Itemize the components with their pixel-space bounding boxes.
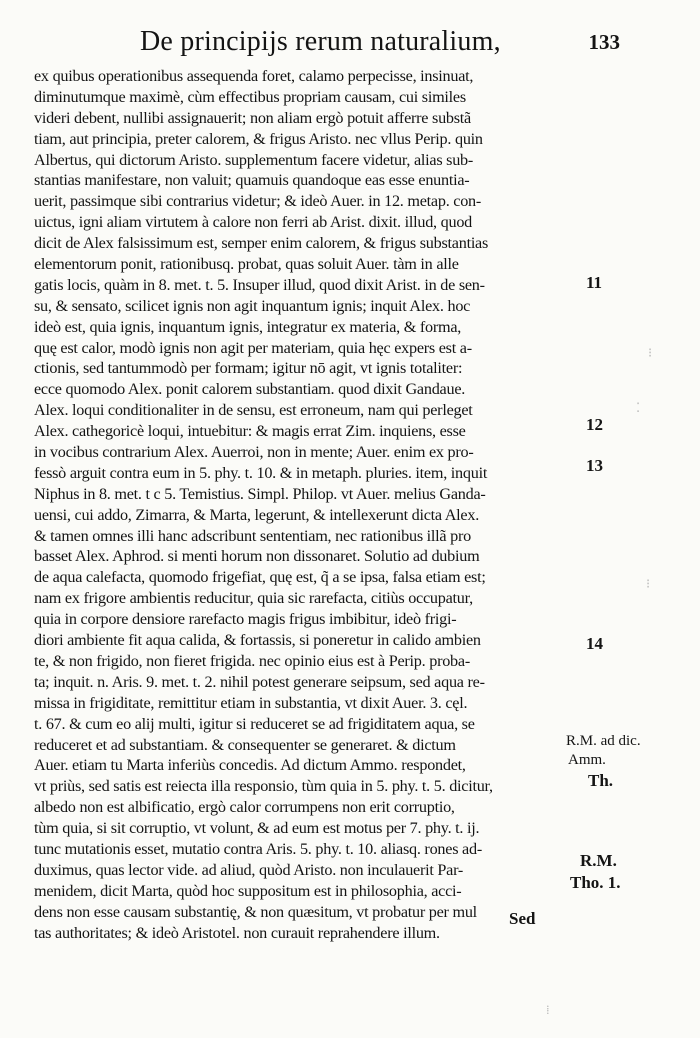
text-line: Auer. etiam tu Marta inferiùs concedis. Ad dictum Ammo. respondet, [34,756,466,775]
text-line: diori ambiente fit aqua calida, & fortassis, si poneretur in calido ambien [34,631,481,650]
text-line: quę est calor, modò ignis non agit per materiam, quia hęc expers est a- [34,338,472,357]
text-line: tunc mutationis esset, mutatio contra Aris. 5. phy. t. 10. aliasq. rones ad- [34,839,482,858]
margin-note-th: Th. [588,771,614,790]
text-line: tas authoritates; & ideò Aristotel. non curauit reprahendere illum. [34,923,440,942]
text-line: videri debent, nullibi assignauerit; non aliam ergò potuit afferre substã [34,108,471,127]
text-line: Albertus, qui dictorum Aristo. supplementum facere videtur, alias sub- [34,150,474,169]
margin-note-amm: Amm. [568,752,606,768]
catchword: Sed [509,909,536,928]
text-line: nam ex frigore ambientis reducitur, quia sic rarefacta, citiùs occupatur, [34,589,473,608]
text-line: ctionis, sed tantummodò per formam; igitur nō agit, vt ignis totaliter: [34,359,463,378]
text-line: elementorum ponit, rationibusq. probat, quas soluit Auer. tàm in alle [34,255,459,274]
text-line: uictus, igni aliam virtutem à calore non ferri ab Arist. dixit. illud, quod [34,213,473,232]
text-line: menidem, dicit Marta, quòd hoc suppositum est in philosophia, acci- [34,881,462,900]
text-line: & tamen omnes illi hanc adscribunt sententiam, nec rationibus illã pro [34,526,471,545]
text-line: fessò arguit contra eum in 5. phy. t. 10. & in metaph. pluries. item, inquit [34,463,488,482]
text-line: Niphus in 8. met. t c 5. Temistius. Simpl. Philop. vt Auer. melius Ganda- [34,484,486,503]
text-line: ideò est, quia ignis, inquantum ignis, integratur ex materia, & forma, [34,317,462,336]
margin-number-11: 11 [586,273,603,292]
text-line: reduceret et ad substantiam. & consequenter se generaret. & dictum [34,735,456,754]
text-line: duximus, quas lector vide. ad aliud, quòd Aristo. non inculauerit Par- [34,860,464,879]
text-line: de aqua calefacta, quomodo frigefiat, quę est, q̃ a se ipsa, falsa etiam est; [34,568,486,587]
text-line: basset Alex. Aphrod. si menti horum non dissonaret. Solutio ad dubium [34,547,480,566]
show-through-mark: ⁝ [646,576,651,591]
margin-number-14: 14 [586,634,603,653]
text-line: stantias manifestare, non valuit; quamuis quandoque eas esse enuntia- [34,171,470,190]
text-line: ecce quomodo Alex. ponit calorem substantiam. quod dixit Gandaue. [34,380,466,399]
text-line: tùm quia, si sit corruptio, vt volunt, & ad eum est motus per 7. phy. t. ij. [34,819,480,838]
body-text [34,66,564,943]
text-line: vt priùs, sed satis est reiecta illa responsio, tùm quia in 5. phy. t. 5. dicitur, [34,777,493,796]
text-line: quia in corpore densiore rarefacto magis frigus imbibitur, ideò frigi- [34,610,457,629]
text-line: uerit, passimque sibi contrarius videtur; & ideò Auer. in 12. metap. con- [34,192,482,211]
text-line: t. 67. & cum eo alij multi, igitur si reduceret se ad frigiditatem aqua, se [34,714,475,733]
text-line: uensi, cui addo, Zimarra, & Marta, legerunt, & intellexerunt dicta Alex. [34,505,479,524]
show-through-mark: ⁚ [636,400,641,415]
text-line: in vocibus contrarium Alex. Auerroi, non in mente; Auer. enim ex pro- [34,443,474,462]
text-line: te, & non frigido, non fieret frigida. nec opinio eius est à Perip. proba- [34,651,470,670]
margin-number-12: 12 [586,415,603,434]
show-through-mark: ⁝ [648,345,653,360]
text-line: Alex. loqui conditionaliter in de sensu, est erroneum, nam qui perleget [34,401,473,420]
text-line: Alex. cathegoricè loqui, intuebitur: & magis errat Zim. inquiens, esse [34,422,466,441]
running-title: De principijs rerum naturalium, [140,26,501,57]
margin-number-13: 13 [586,456,603,475]
page-number: 133 [588,30,620,54]
text-line: su, & sensato, scilicet ignis non agit inquantum ignis; inquit Alex. hoc [34,296,471,315]
margin-note-rm-ad-dic: R.M. ad dic. [566,733,641,749]
text-line: ex quibus operationibus assequenda foret, calamo perpecisse, insinuat, [34,67,474,85]
text-line: gatis locis, quàm in 8. met. t. 5. Insuper illud, quod dixit Arist. in de sen- [34,275,485,294]
text-line: albedo non est albificatio, ergò calor corrumpens non erit corruptio, [34,798,455,817]
show-through-mark: ⁞ [546,1002,550,1017]
text-line: dicit de Alex falsissimum est, semper enim calorem, & frigus substantias [34,234,489,253]
text-line: missa in frigiditate, remittitur etiam in substantia, vt dixit Auer. 3. cęl. [34,693,468,712]
text-line: ta; inquit. n. Aris. 9. met. t. 2. nihil potest generare seipsum, sed aqua re- [34,672,485,691]
margin-note-rm: R.M. [580,851,617,870]
text-line: dens non esse causam substantię, & non quæsitum, vt probatur per mul [34,902,477,921]
text-line: diminutumque maximè, cùm effectibus propriam causam, cui similes [34,87,466,106]
text-line: tiam, aut principia, preter calorem, & frigus Aristo. nec vllus Perip. quin [34,129,483,148]
margin-note-tho-1: Tho. 1. [570,873,621,892]
page-header [140,26,620,66]
